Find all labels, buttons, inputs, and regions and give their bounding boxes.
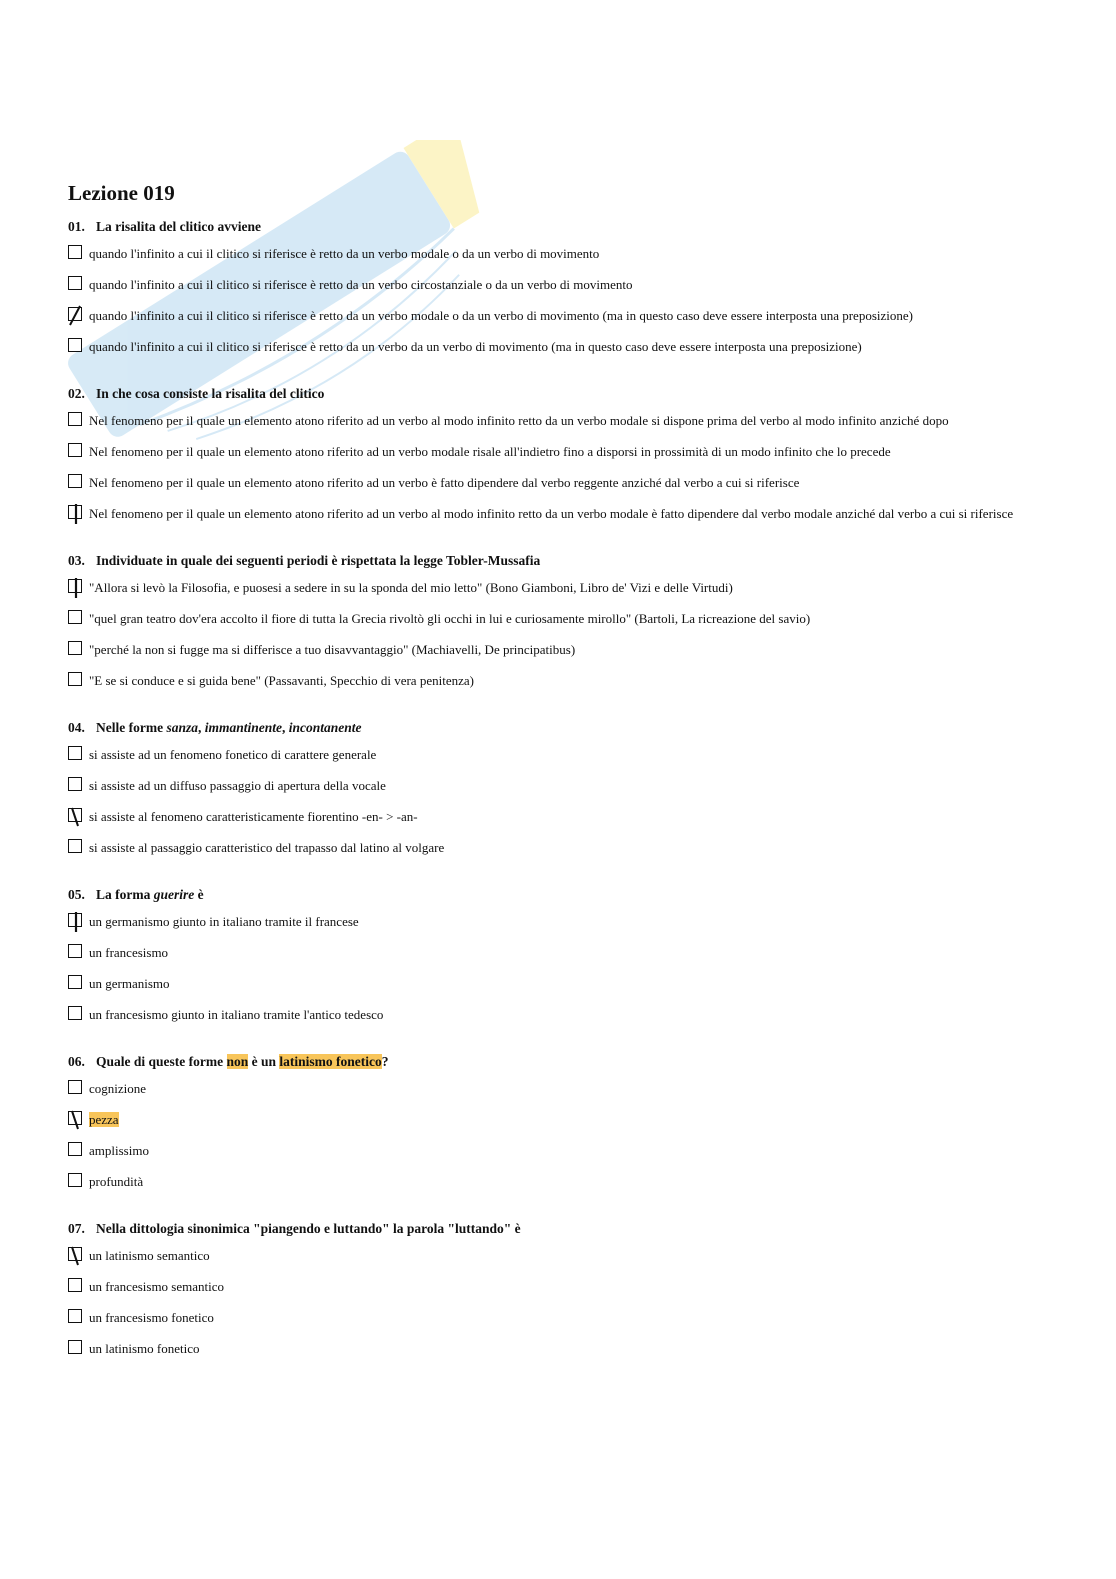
option-text: amplissimo	[89, 1143, 149, 1158]
answer-option[interactable]	[68, 338, 1048, 355]
answer-option[interactable]	[68, 1006, 1048, 1023]
page-title: Lezione 019	[68, 181, 175, 205]
question-list	[68, 218, 1048, 1387]
checkbox[interactable]	[68, 777, 82, 791]
checkbox[interactable]	[68, 276, 82, 290]
checkbox[interactable]	[68, 412, 82, 426]
checkbox[interactable]	[68, 245, 82, 259]
option-text: un germanismo	[89, 976, 170, 991]
checkbox[interactable]	[68, 672, 82, 686]
question-text: La risalita del clitico avviene	[96, 219, 261, 234]
question-text: latinismo fonetico	[279, 1054, 382, 1069]
question-number: 01.	[68, 219, 85, 234]
question-text: sanza	[166, 720, 198, 735]
option-text: un germanismo giunto in italiano tramite il francese	[89, 914, 359, 929]
checkbox-checked[interactable]	[68, 579, 82, 593]
question-2	[68, 385, 1048, 552]
question-number: 05.	[68, 887, 85, 902]
answer-option[interactable]	[68, 777, 1048, 794]
question-text: ,	[282, 720, 289, 735]
option-text: "E se si conduce e si guida bene" (Passavanti, Specchio di vera penitenza)	[89, 673, 474, 688]
question-7	[68, 1220, 1048, 1387]
answer-option[interactable]	[68, 1309, 1048, 1326]
question-spacer	[68, 1371, 1048, 1387]
checkbox[interactable]	[68, 975, 82, 989]
answer-option[interactable]	[68, 1080, 1048, 1097]
answer-option[interactable]	[68, 1247, 1048, 1264]
answer-option[interactable]	[68, 1340, 1048, 1357]
answer-option[interactable]	[68, 808, 1048, 825]
question-text: incontanente	[288, 720, 362, 735]
question-text: Quale di queste forme	[96, 1054, 227, 1069]
checkbox[interactable]	[68, 443, 82, 457]
checkbox[interactable]	[68, 1080, 82, 1094]
option-text: Nel fenomeno per il quale un elemento atono riferito ad un verbo al modo infinito retto da un verbo modale si dispone prima del verbo al modo infinito anziché dopo	[89, 413, 949, 428]
option-text: si assiste al fenomeno caratteristicamente fiorentino -en- > -an-	[89, 809, 418, 824]
document-body	[68, 178, 1048, 1387]
option-text: quando l'infinito a cui il clitico si riferisce è retto da un verbo modale o da un verbo di movimento	[89, 246, 600, 261]
option-text: quando l'infinito a cui il clitico si riferisce è retto da un verbo modale o da un verbo di movimento (ma in questo caso deve essere interposta una preposizione)	[89, 308, 913, 323]
option-text: si assiste ad un fenomeno fonetico di carattere generale	[89, 747, 377, 762]
answer-option[interactable]	[68, 839, 1048, 856]
question-spacer	[68, 703, 1048, 719]
checkbox[interactable]	[68, 839, 82, 853]
answer-option[interactable]	[68, 579, 1048, 596]
question-number: 03.	[68, 553, 85, 568]
question-spacer	[68, 870, 1048, 886]
question-text: Nella dittologia sinonimica "piangendo e luttando" la parola "luttando" è	[96, 1221, 521, 1236]
question-text: La forma	[96, 887, 154, 902]
question-text: ,	[197, 720, 205, 735]
question-text: In che cosa consiste la risalita del clitico	[96, 386, 325, 401]
answer-option[interactable]	[68, 505, 1048, 522]
checkbox[interactable]	[68, 474, 82, 488]
checkbox-checked[interactable]	[68, 307, 82, 321]
question-number: 06.	[68, 1054, 85, 1069]
question-heading	[68, 1220, 1048, 1238]
question-text: guerire	[153, 887, 195, 902]
option-text: si assiste ad un diffuso passaggio di apertura della vocale	[89, 778, 386, 793]
option-text: quando l'infinito a cui il clitico si riferisce è retto da un verbo da un verbo di movimento (ma in questo caso deve essere interposta una preposizione)	[89, 339, 862, 354]
question-text: ?	[381, 1054, 389, 1069]
checkbox-checked[interactable]	[68, 505, 82, 519]
question-heading	[68, 719, 1048, 737]
question-text: Nelle forme	[96, 720, 167, 735]
checkbox[interactable]	[68, 1142, 82, 1156]
question-heading	[68, 218, 1048, 236]
option-text: cognizione	[89, 1081, 147, 1096]
question-heading	[68, 1053, 1048, 1071]
option-text: quando l'infinito a cui il clitico si riferisce è retto da un verbo circostanziale o da un verbo di movimento	[89, 277, 633, 292]
answer-option[interactable]	[68, 1142, 1048, 1159]
question-text: immantinente	[204, 720, 282, 735]
answer-option[interactable]	[68, 443, 1048, 460]
checkbox[interactable]	[68, 944, 82, 958]
answer-option[interactable]	[68, 672, 1048, 689]
question-text: Individuate in quale dei seguenti periodi è rispettata la legge Tobler-Mussafia	[96, 553, 541, 568]
question-text: è un	[248, 1054, 280, 1069]
option-text: profundità	[89, 1174, 144, 1189]
question-text: non	[226, 1054, 249, 1069]
answer-option[interactable]	[68, 412, 1048, 429]
option-text: un latinismo fonetico	[89, 1341, 200, 1356]
option-text: "Allora si levò la Filosofia, e puosesi a sedere in su la sponda del mio letto" (Bono Giamboni, Libro de' Vizi e delle Virtudi)	[89, 580, 733, 595]
checkbox[interactable]	[68, 1173, 82, 1187]
checkbox[interactable]	[68, 641, 82, 655]
question-heading	[68, 886, 1048, 904]
option-text: "quel gran teatro dov'era accolto il fiore di tutta la Grecia rivoltò gli occhi in lui e curiosamente mirollo" (Bartoli, La ricreazione del savio)	[89, 611, 811, 626]
answer-option[interactable]	[68, 975, 1048, 992]
question-5	[68, 886, 1048, 1053]
question-number: 02.	[68, 386, 85, 401]
question-6	[68, 1053, 1048, 1220]
question-heading	[68, 552, 1048, 570]
answer-option[interactable]	[68, 474, 1048, 491]
checkbox[interactable]	[68, 1340, 82, 1354]
question-4	[68, 719, 1048, 886]
question-number: 07.	[68, 1221, 85, 1236]
question-number: 04.	[68, 720, 85, 735]
question-1	[68, 218, 1048, 385]
option-text: si assiste al passaggio caratteristico del trapasso dal latino al volgare	[89, 840, 445, 855]
checkbox[interactable]	[68, 1278, 82, 1292]
question-3	[68, 552, 1048, 719]
question-spacer	[68, 1037, 1048, 1053]
option-text: pezza	[89, 1112, 119, 1127]
option-text: un francesismo fonetico	[89, 1310, 214, 1325]
check-mark-icon	[66, 304, 86, 326]
check-mark-icon	[66, 910, 86, 932]
option-text: "perché la non si fugge ma si differisce a tuo disavvantaggio" (Machiavelli, De principatibus)	[89, 642, 576, 657]
answer-option[interactable]	[68, 746, 1048, 763]
checkbox[interactable]	[68, 1309, 82, 1323]
answer-option[interactable]	[68, 245, 1048, 262]
option-text: Nel fenomeno per il quale un elemento atono riferito ad un verbo è fatto dipendere dal verbo reggente anziché dal verbo a cui si riferisce	[89, 475, 800, 490]
option-text: un latinismo semantico	[89, 1248, 210, 1263]
answer-option[interactable]	[68, 944, 1048, 961]
checkbox[interactable]	[68, 1006, 82, 1020]
check-mark-icon	[66, 1244, 86, 1266]
check-mark-icon	[66, 1108, 86, 1130]
answer-option[interactable]	[68, 610, 1048, 627]
check-mark-icon	[66, 576, 86, 598]
checkbox-checked[interactable]	[68, 1111, 82, 1125]
answer-option[interactable]	[68, 307, 1048, 324]
answer-option[interactable]	[68, 913, 1048, 930]
answer-option[interactable]	[68, 1111, 1048, 1128]
question-text: è	[194, 887, 204, 902]
checkbox-checked[interactable]	[68, 808, 82, 822]
answer-option[interactable]	[68, 641, 1048, 658]
question-spacer	[68, 1204, 1048, 1220]
question-heading	[68, 385, 1048, 403]
option-text: Nel fenomeno per il quale un elemento atono riferito ad un verbo al modo infinito retto da un verbo modale è fatto dipendere dal verbo modale anziché dal verbo a cui si riferisce	[89, 506, 1014, 521]
checkbox[interactable]	[68, 338, 82, 352]
checkbox-checked[interactable]	[68, 913, 82, 927]
check-mark-icon	[66, 805, 86, 827]
checkbox[interactable]	[68, 610, 82, 624]
option-text: un francesismo giunto in italiano tramite l'antico tedesco	[89, 1007, 384, 1022]
checkbox-checked[interactable]	[68, 1247, 82, 1261]
answer-option[interactable]	[68, 276, 1048, 293]
answer-option[interactable]	[68, 1173, 1048, 1190]
option-text: un francesismo	[89, 945, 169, 960]
check-mark-icon	[66, 502, 86, 524]
option-text: un francesismo semantico	[89, 1279, 225, 1294]
checkbox[interactable]	[68, 746, 82, 760]
option-text: Nel fenomeno per il quale un elemento atono riferito ad un verbo modale risale all'indietro fino a disporsi in prossimità di un modo infinito che lo precede	[89, 444, 891, 459]
question-spacer	[68, 536, 1048, 552]
answer-option[interactable]	[68, 1278, 1048, 1295]
question-spacer	[68, 369, 1048, 385]
